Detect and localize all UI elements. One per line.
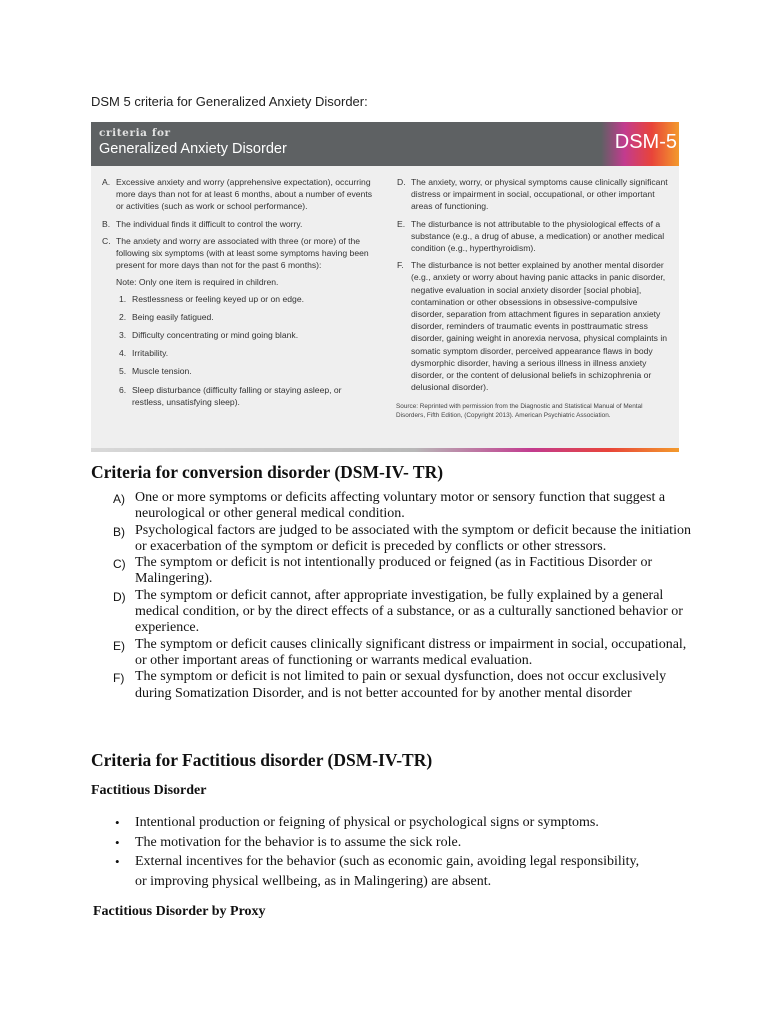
dsm-box-small-label: criteria for — [99, 127, 171, 139]
list-item — [91, 669, 691, 702]
intro-heading: DSM 5 criteria for Generalized Anxiety Disorder: — [91, 94, 368, 109]
dsm-box-bottom-rule — [91, 448, 679, 452]
list-item-letter: E) — [113, 638, 125, 653]
symptom-text: Restlessness or feeling keyed up or on edge. — [132, 293, 304, 304]
criterion-note: Note: Only one item is required in children. — [116, 277, 279, 288]
symptom-item — [99, 311, 375, 323]
list-item — [91, 833, 651, 853]
symptom-number: 6. — [119, 384, 127, 395]
list-item — [91, 637, 691, 670]
list-item — [91, 523, 691, 556]
bullet-icon: • — [115, 854, 120, 869]
symptom-number: 3. — [119, 330, 127, 341]
conversion-heading: Criteria for conversion disorder (DSM-IV- TR) — [91, 462, 444, 482]
symptom-number: 5. — [119, 366, 127, 377]
bullet-icon: • — [115, 815, 120, 830]
list-item-text: Psychological factors are judged to be associated with the symptom or deficit because the initiation or exacerbation of the symptom or deficit is preceded by conflicts or other stressors. — [135, 522, 691, 554]
dsm-criteria-box — [91, 122, 679, 452]
criterion-text: The anxiety, worry, or physical symptoms cause clinically significant distress or impairment in social, occupational, or other important areas of functioning. — [411, 177, 668, 212]
criterion-letter: C. — [102, 235, 111, 246]
symptom-text: Difficulty concentrating or mind going blank. — [132, 330, 299, 341]
symptom-item — [99, 347, 375, 359]
dsm5-logo-text: DSM-5 — [614, 131, 677, 153]
symptom-number: 1. — [119, 293, 127, 304]
list-item-letter: B) — [113, 524, 125, 539]
list-item-text: Intentional production or feigning of physical or psychological signs or symptoms. — [135, 815, 599, 830]
list-item-text: One or more symptoms or deficits affecting voluntary motor or sensory function that suggest a neurological or other general medical condition. — [135, 490, 666, 522]
symptom-item — [99, 293, 375, 305]
factitious-proxy-heading: Factitious Disorder by Proxy — [93, 904, 266, 919]
criterion-text: The individual finds it difficult to control the worry. — [116, 218, 303, 229]
list-item-text: The symptom or deficit is not limited to pain or sexual dysfunction, does not occur exclusively during Somatization Disorder, and is not better accounted for by another mental disorder — [135, 669, 667, 701]
list-item — [91, 490, 691, 523]
criterion-letter: D. — [397, 177, 406, 187]
symptom-item — [99, 384, 375, 408]
symptom-item — [99, 365, 375, 377]
list-item-letter: C) — [113, 557, 126, 572]
criterion-a — [99, 176, 375, 213]
conversion-criteria-list — [91, 490, 691, 702]
criterion-letter: A. — [102, 177, 111, 187]
list-item-letter: F) — [113, 671, 125, 686]
symptom-item — [99, 329, 375, 341]
symptom-text: Irritability. — [132, 348, 169, 359]
dsm5-logo — [601, 122, 679, 166]
list-item — [91, 588, 691, 637]
criterion-e — [394, 218, 670, 255]
list-item-text: The symptom or deficit causes clinically significant distress or impairment in social, occupational, or other important areas of functioning or warrants medical evaluation. — [135, 636, 687, 668]
factitious-criteria-list — [91, 813, 651, 891]
criterion-letter: F. — [397, 260, 404, 271]
list-item-letter: A) — [113, 492, 125, 506]
criterion-text: The anxiety and worry are associated with three (or more) of the following six symptoms (with at least some symptoms having been present for more days than not for the past 6 months): — [116, 235, 369, 271]
criterion-f — [394, 259, 670, 393]
list-item-letter: D) — [113, 589, 126, 604]
criterion-text: The disturbance is not attributable to the physiological effects of a substance (e.g., a drug of abuse, a medication) or another medical condition (e.g., hyperthyroidism). — [411, 218, 665, 254]
symptom-text: Being easily fatigued. — [132, 311, 214, 322]
list-item-text: The symptom or deficit is not intentionally produced or feigned (as in Factitious Disorder or Malingering). — [135, 555, 653, 587]
dsm-right-column — [394, 176, 670, 421]
criterion-c — [99, 235, 375, 272]
factitious-heading: Criteria for Factitious disorder (DSM-IV-TR) — [91, 750, 433, 770]
criterion-b — [99, 218, 375, 230]
dsm-source-citation: Source: Reprinted with permission from the Diagnostic and Statistical Manual of Mental Disorders, Fifth Edition, (Copyright 2013). American Psychiatric Association. — [396, 403, 643, 420]
symptom-text: Muscle tension. — [132, 366, 192, 377]
criterion-letter: E. — [397, 218, 406, 229]
dsm-box-title: Generalized Anxiety Disorder — [99, 141, 287, 157]
list-item — [91, 852, 651, 891]
criterion-text: The disturbance is not better explained by another mental disorder (e.g., anxiety or worry about having panic attacks in panic disorder, negative evaluation in social anxiety disorder [social phobia], contamination or other obsessions in obsessive-compulsive disorder, separation from attachment figures in separation anxiety disorder, reminders of traumatic events in posttraumatic stress disorder, gaining weight in anorexia nervosa, physical complaints in somatic symptom disorder, perceived appearance flaws in body dysmorphic disorder, having a serious illness in illness anxiety disorder, or the content of delusional beliefs in schizophrenia or delusional disorder). — [411, 260, 668, 393]
factitious-subheading: Factitious Disorder — [91, 783, 207, 798]
list-item — [91, 813, 651, 833]
symptom-text: Sleep disturbance (difficulty falling or staying asleep, or restless, unsatisfying sleep). — [132, 384, 342, 407]
criterion-text: Excessive anxiety and worry (apprehensive expectation), occurring more days than not for at least 6 months, about a number of events or activities (such as work or school performance). — [116, 177, 373, 212]
symptom-number: 2. — [119, 311, 127, 322]
dsm-box-header — [91, 122, 679, 166]
list-item-text: External incentives for the behavior (such as economic gain, avoiding legal responsibility, or improving physical wellbeing, as in Malingering) are absent. — [135, 854, 640, 889]
list-item — [91, 555, 691, 588]
criterion-d — [394, 176, 670, 213]
list-item-text: The motivation for the behavior is to assume the sick role. — [135, 834, 462, 850]
symptom-number: 4. — [119, 348, 127, 359]
list-item-text: The symptom or deficit cannot, after appropriate investigation, be fully explained by a general medical condition, or by the direct effects of a substance, or as a culturally sanctioned behavior or experience. — [135, 587, 683, 636]
criterion-letter: B. — [102, 218, 111, 229]
dsm-left-column — [99, 176, 375, 414]
bullet-icon: • — [115, 834, 120, 850]
